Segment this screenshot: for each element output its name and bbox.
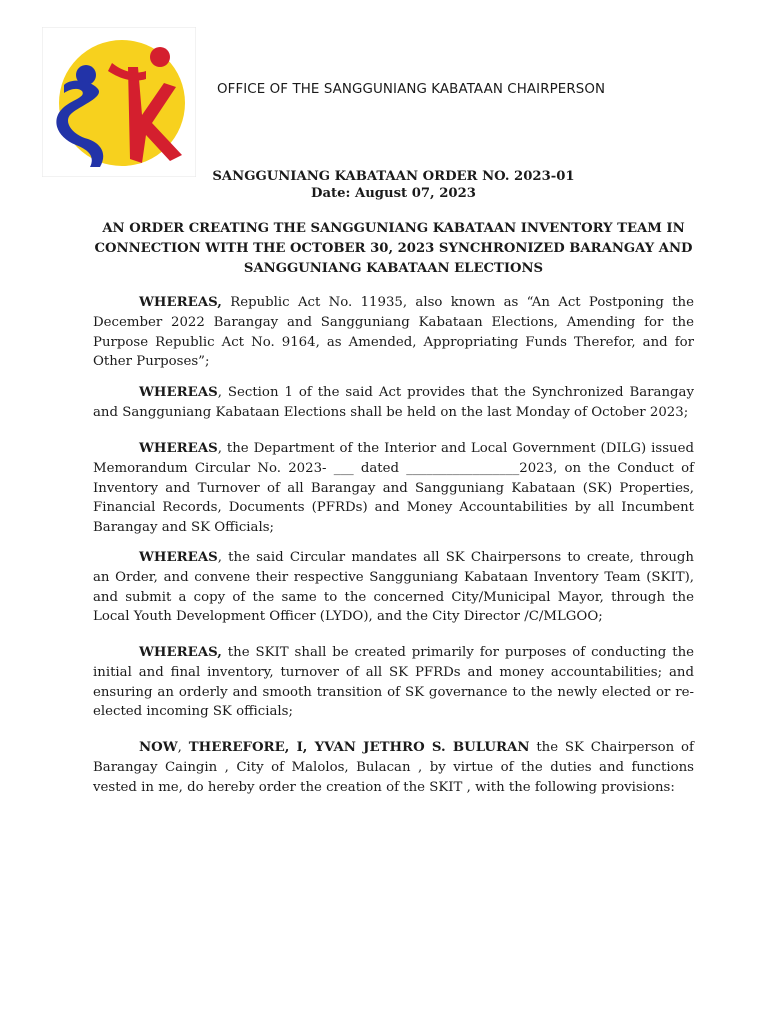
whereas-keyword: WHEREAS <box>139 385 218 400</box>
paragraph-text: Republic Act No. 11935, also known as “An Act Postponing the December 2022 Barangay and Sangguniang Kabataan Elections, Amending for the Purpose Republic Act No. 9164, as Amended, Appropriating Funds Therefor, and for Other Purposes”; <box>93 295 694 370</box>
now-keyword: NOW <box>139 740 178 755</box>
order-title <box>93 219 694 279</box>
whereas-paragraph <box>93 439 694 538</box>
paragraph-text: the SKIT shall be created primarily for purposes of conducting the initial and final inventory, turnover of all SK PFRDs and money accountabilities; and ensuring an orderly and smooth transition of SK governance to the newly elected or re-elected incoming SK officials; <box>93 645 694 720</box>
order-date: Date: August 07, 2023 <box>311 186 476 201</box>
whereas-paragraph <box>93 293 694 372</box>
whereas-keyword: WHEREAS <box>139 441 218 456</box>
closing-paragraph <box>93 738 694 797</box>
sk-logo <box>42 27 196 177</box>
whereas-paragraph <box>93 643 694 722</box>
whereas-paragraph <box>93 383 694 423</box>
whereas-keyword: WHEREAS, <box>139 295 222 310</box>
paragraph-text: the SK Chairperson of Barangay Caingin , City of Malolos, Bulacan , by virtue of the duties and functions vested in me, do hereby order the creation of the SKIT , with the following provisions: <box>93 740 694 795</box>
paragraph-text: , the Department of the Interior and Local Government (DILG) issued Memorandum Circular No. 2023- ___ dated _________________2023, on the Conduct of Inventory and Turnover of all Barangay and Sangguniang Kabataan (SK) Properties, Financial Records, Documents (PFRDs) and Money Accountabilities by all Incumbent Barangay and SK Officials; <box>93 441 694 536</box>
paragraph-text: , Section 1 of the said Act provides that the Synchronized Barangay and Sangguniang Kabataan Elections shall be held on the last Monday of October 2023; <box>93 385 694 420</box>
order-number: SANGGUNIANG KABATAAN ORDER NO. 2023-01 <box>212 169 575 184</box>
whereas-keyword: WHEREAS, <box>139 645 222 660</box>
order-number-block <box>93 168 694 202</box>
whereas-paragraph <box>93 548 694 627</box>
therefore-keyword: THEREFORE, I, YVAN JETHRO S. BULURAN <box>188 740 530 755</box>
order-title-line: CONNECTION WITH THE OCTOBER 30, 2023 SYNCHRONIZED BARANGAY AND <box>94 241 693 256</box>
order-title-line: AN ORDER CREATING THE SANGGUNIANG KABATAAN INVENTORY TEAM IN <box>102 221 685 236</box>
office-heading: OFFICE OF THE SANGGUNIANG KABATAAN CHAIRPERSON <box>217 82 606 97</box>
order-title-line: SANGGUNIANG KABATAAN ELECTIONS <box>243 261 544 276</box>
whereas-keyword: WHEREAS <box>139 550 218 565</box>
paragraph-text: , the said Circular mandates all SK Chairpersons to create, through an Order, and convene their respective Sangguniang Kabataan Inventory Team (SKIT), and submit a copy of the same to the concerned City/Municipal Mayor, through the Local Youth Development Officer (LYDO), and the City Director /C/MLGOO; <box>93 550 694 625</box>
separator: , <box>177 740 189 755</box>
